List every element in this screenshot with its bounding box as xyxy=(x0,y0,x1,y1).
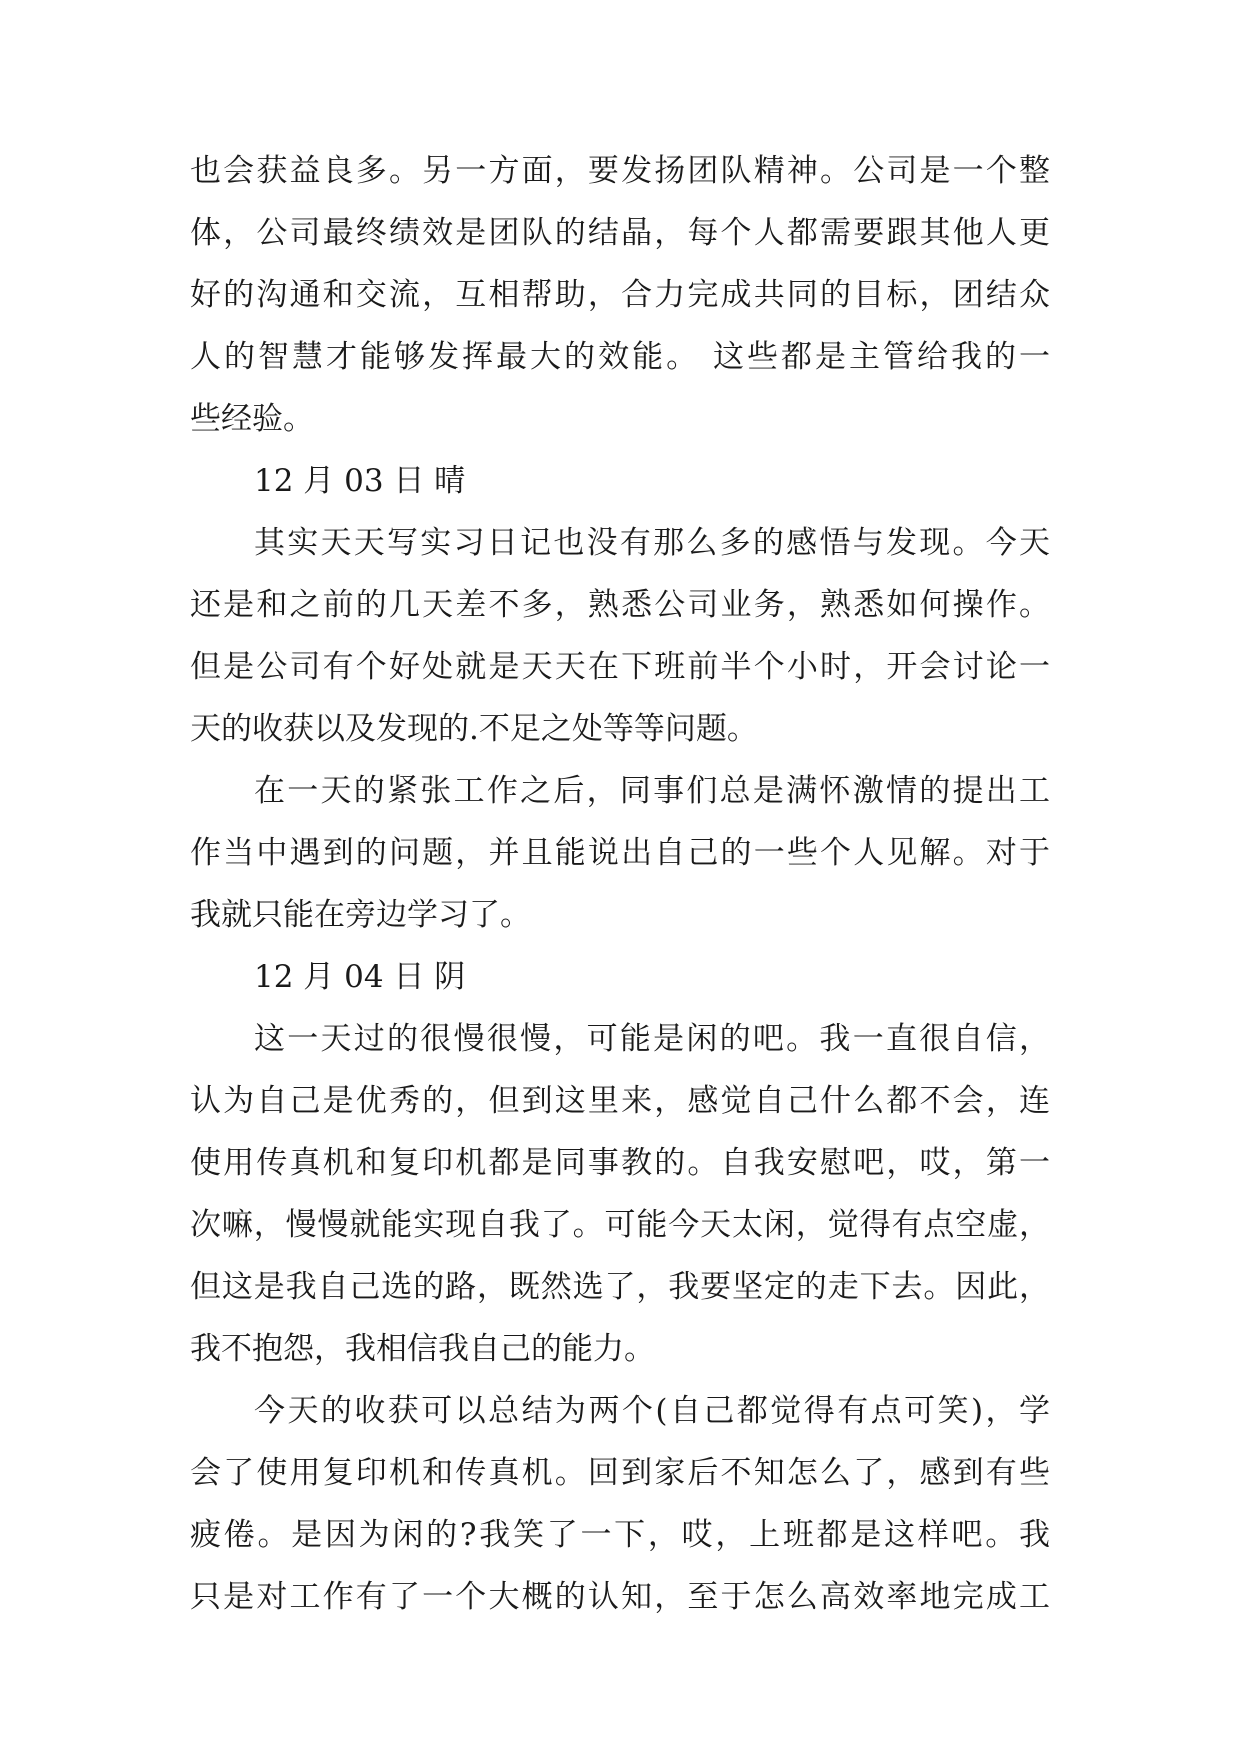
text-line: 今天的收获可以总结为两个(自己都觉得有点可笑)，学 xyxy=(254,1393,1050,1429)
text-line: 只是对工作有了一个大概的认知，至于怎么高效率地完成工 xyxy=(190,1579,1050,1615)
text-line: 疲倦。是因为闲的?我笑了一下，哎，上班都是这样吧。我 xyxy=(190,1517,1050,1553)
text-line: 我不抱怨，我相信我自己的能力。 xyxy=(190,1331,655,1367)
text-line: 好的沟通和交流，互相帮助，合力完成共同的目标，团结众 xyxy=(190,277,1050,313)
text-line: 这一天过的很慢很慢，可能是闲的吧。我一直很自信， xyxy=(254,1021,1050,1057)
text-line: 我就只能在旁边学习了。 xyxy=(190,897,531,933)
paragraph xyxy=(190,1008,1050,1380)
text-line: 些经验。 xyxy=(190,401,314,437)
diary-date-heading: 12 月 03 日 晴 xyxy=(254,463,466,499)
text-line: 认为自己是优秀的，但到这里来，感觉自己什么都不会，连 xyxy=(190,1083,1050,1119)
text-line: 也会获益良多。另一方面，要发扬团队精神。公司是一个整 xyxy=(190,153,1050,189)
text-line: 其实天天写实习日记也没有那么多的感悟与发现。今天 xyxy=(254,525,1050,561)
diary-date-heading: 12 月 04 日 阴 xyxy=(254,959,466,995)
text-line: 会了使用复印机和传真机。回到家后不知怎么了，感到有些 xyxy=(190,1455,1050,1491)
text-line: 天的收获以及发现的.不足之处等等问题。 xyxy=(190,711,758,747)
document-page xyxy=(190,140,1050,1628)
text-line: 次嘛，慢慢就能实现自我了。可能今天太闲，觉得有点空虚， xyxy=(190,1207,1050,1243)
paragraph xyxy=(190,1380,1050,1628)
paragraph xyxy=(190,140,1050,450)
text-line: 人的智慧才能够发挥最大的效能。 这些都是主管给我的一 xyxy=(190,339,1050,375)
text-line: 但这是我自己选的路，既然选了，我要坚定的走下去。因此， xyxy=(190,1269,1050,1305)
paragraph xyxy=(190,512,1050,760)
text-line: 在一天的紧张工作之后，同事们总是满怀激情的提出工 xyxy=(254,773,1050,809)
text-line: 作当中遇到的问题，并且能说出自己的一些个人见解。对于 xyxy=(190,835,1050,871)
text-line: 使用传真机和复印机都是同事教的。自我安慰吧，哎，第一 xyxy=(190,1145,1050,1181)
text-line: 但是公司有个好处就是天天在下班前半个小时，开会讨论一 xyxy=(190,649,1050,685)
paragraph xyxy=(190,760,1050,946)
text-line: 还是和之前的几天差不多，熟悉公司业务，熟悉如何操作。 xyxy=(190,587,1050,623)
text-line: 体，公司最终绩效是团队的结晶，每个人都需要跟其他人更 xyxy=(190,215,1050,251)
